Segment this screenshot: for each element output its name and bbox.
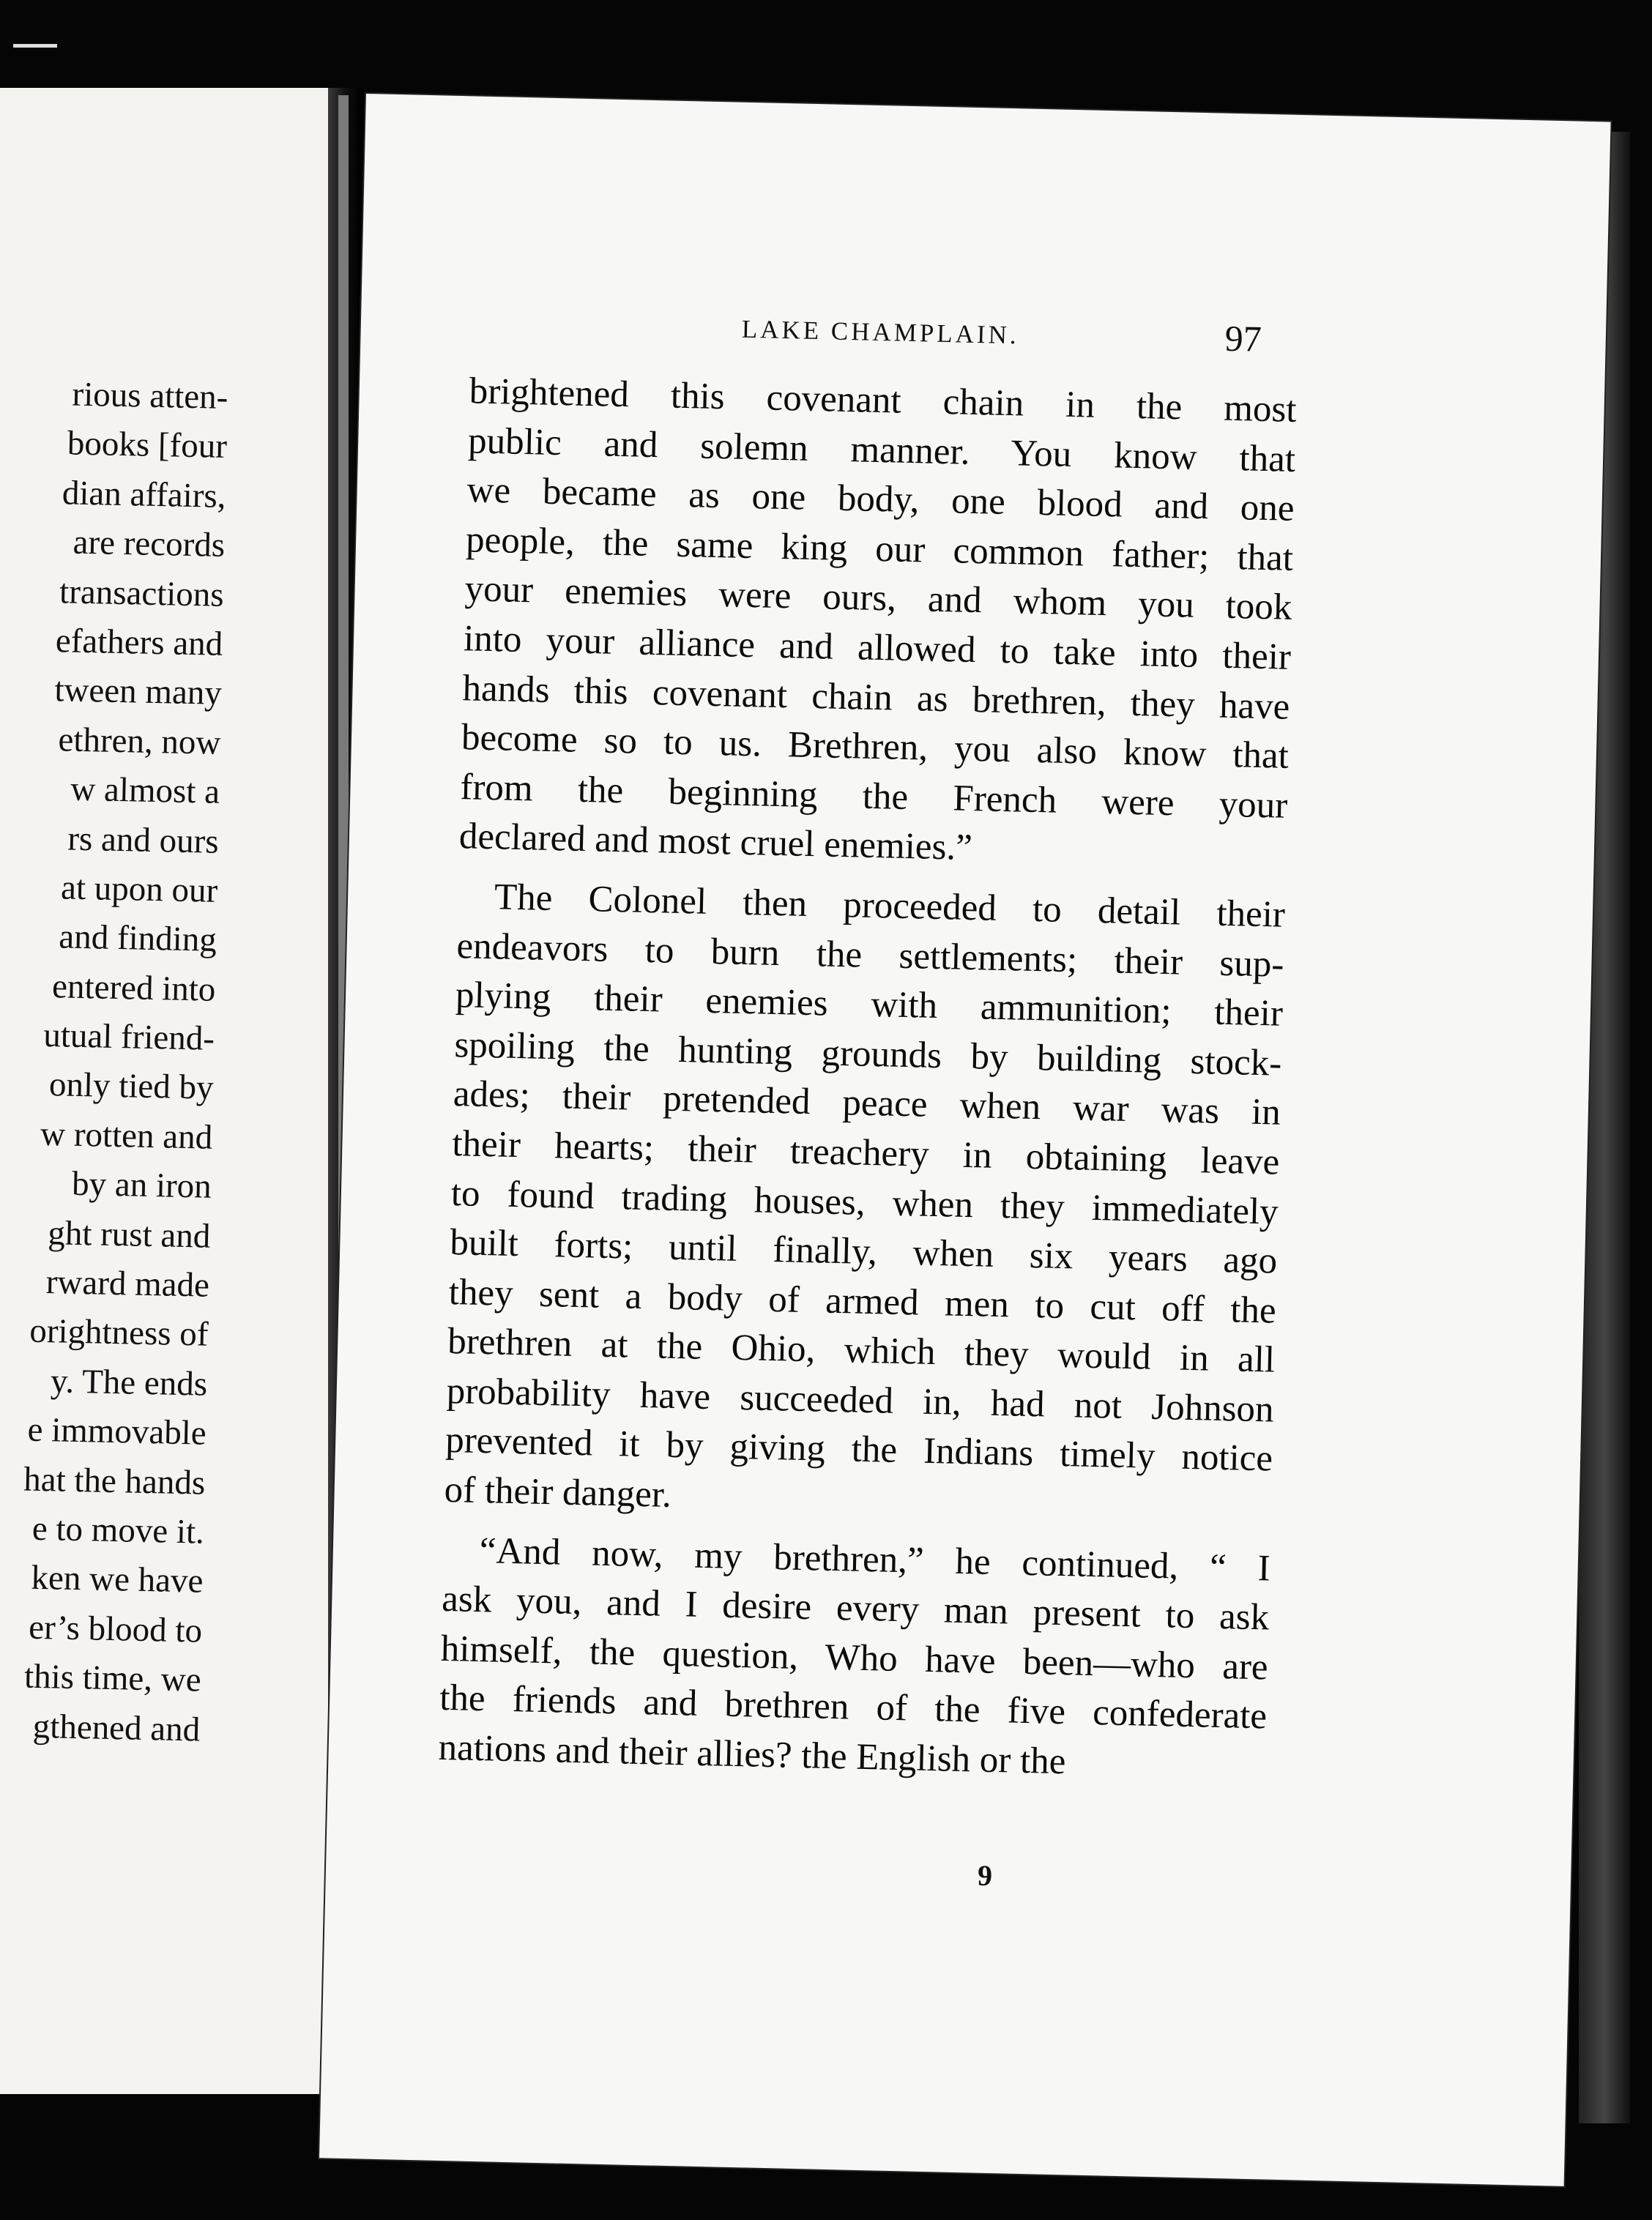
text-line: become so to us. Brethren, you also know that xyxy=(461,717,1290,777)
left-page-line: rward made xyxy=(45,1263,210,1305)
text-line: ask you, and I desire every man present to ask xyxy=(441,1579,1270,1639)
left-page-line: tween many xyxy=(53,671,223,713)
left-page-line: only tied by xyxy=(48,1065,215,1108)
text-line: ades; their pretended peace when war was in xyxy=(453,1073,1281,1133)
left-page-line: rious atten- xyxy=(72,375,228,417)
text-line: into your alliance and allowed to take into their xyxy=(463,618,1292,678)
text-line: from the beginning the French were your xyxy=(459,766,1288,827)
text-line: himself, the question, Who have been—who are xyxy=(440,1628,1269,1688)
left-page-line: by an iron xyxy=(71,1165,212,1207)
right-page xyxy=(319,94,1611,2186)
paragraph xyxy=(438,1526,1270,1792)
scan-corner-mark xyxy=(13,44,57,62)
text-line: hands this covenant chain as brethren, they have xyxy=(461,667,1290,728)
text-line: spoiling the hunting grounds by building stock- xyxy=(453,1024,1282,1084)
text-line: of their danger. xyxy=(444,1469,672,1516)
left-page-line: transactions xyxy=(59,572,225,614)
text-line: declared and most cruel enemies.” xyxy=(458,816,973,869)
left-page-line: e immovable xyxy=(27,1410,207,1453)
left-page-text xyxy=(0,365,228,1754)
left-page-line: and finding xyxy=(58,917,217,960)
left-page-line: hat the hands xyxy=(23,1460,206,1502)
text-line: prevented it by giving the Indians timely notice xyxy=(444,1420,1273,1480)
left-page-line: w rotten and xyxy=(40,1114,213,1157)
running-head: LAKE CHAMPLAIN. xyxy=(741,314,1020,350)
left-page-line: entered into xyxy=(51,966,216,1009)
left-page-line: this time, we xyxy=(23,1657,202,1699)
text-line: people, the same king our common father; that xyxy=(465,519,1294,579)
left-page-line: er’s blood to xyxy=(28,1608,203,1650)
left-page-line: ght rust and xyxy=(47,1213,211,1256)
left-page-line: ethren, now xyxy=(58,720,221,762)
body-text xyxy=(438,367,1297,1792)
left-page-line: rs and ours xyxy=(67,819,220,861)
text-line: public and solemn manner. You know that xyxy=(467,420,1296,480)
text-line: nations and their allies? the English or the xyxy=(438,1727,1067,1783)
paragraph xyxy=(444,872,1286,1534)
text-line: “And now, my brethren,” he continued, “ I xyxy=(479,1530,1271,1590)
text-line: brethren at the Ohio, which they would in all xyxy=(447,1321,1276,1381)
text-line: brightened this covenant chain in the most xyxy=(469,370,1298,431)
text-line: endeavors to burn the settlements; their sup- xyxy=(455,925,1284,986)
left-page-line: dian affairs, xyxy=(62,474,227,515)
left-page-line: are records xyxy=(72,523,226,565)
page-number: 97 xyxy=(1224,317,1262,360)
text-line: their hearts; their treachery in obtaining leave xyxy=(451,1122,1280,1183)
left-page-line: y. The ends xyxy=(50,1362,208,1404)
left-page-line: books [four xyxy=(67,424,228,466)
left-page-line: at upon our xyxy=(60,868,218,910)
left-page-line: w almost a xyxy=(70,770,220,811)
text-line: probability have succeeded in, had not Johnson xyxy=(446,1370,1275,1431)
left-page-line: efathers and xyxy=(55,622,223,663)
text-line: they sent a body of armed men to cut off the xyxy=(448,1271,1277,1332)
paragraph xyxy=(458,367,1297,880)
text-line: The Colonel then proceeded to detail their xyxy=(494,876,1286,936)
text-line: to found trading houses, when they immediately xyxy=(450,1172,1279,1233)
left-page-line: ken we have xyxy=(31,1559,204,1601)
left-page-line: utual friend- xyxy=(42,1016,215,1058)
left-page xyxy=(0,88,338,2094)
left-page-line: e to move it. xyxy=(31,1509,205,1552)
left-page-line: gthened and xyxy=(32,1707,201,1749)
text-line: the friends and brethren of the five confederate xyxy=(439,1677,1268,1737)
text-line: your enemies were ours, and whom you took xyxy=(464,568,1293,629)
signature-mark: 9 xyxy=(977,1858,993,1893)
text-line: built forts; until finally, when six years ago xyxy=(449,1222,1278,1282)
text-line: plying their enemies with ammunition; their xyxy=(455,975,1284,1035)
text-line: we became as one body, one blood and one xyxy=(466,469,1295,530)
left-page-line: orightness of xyxy=(29,1312,209,1355)
